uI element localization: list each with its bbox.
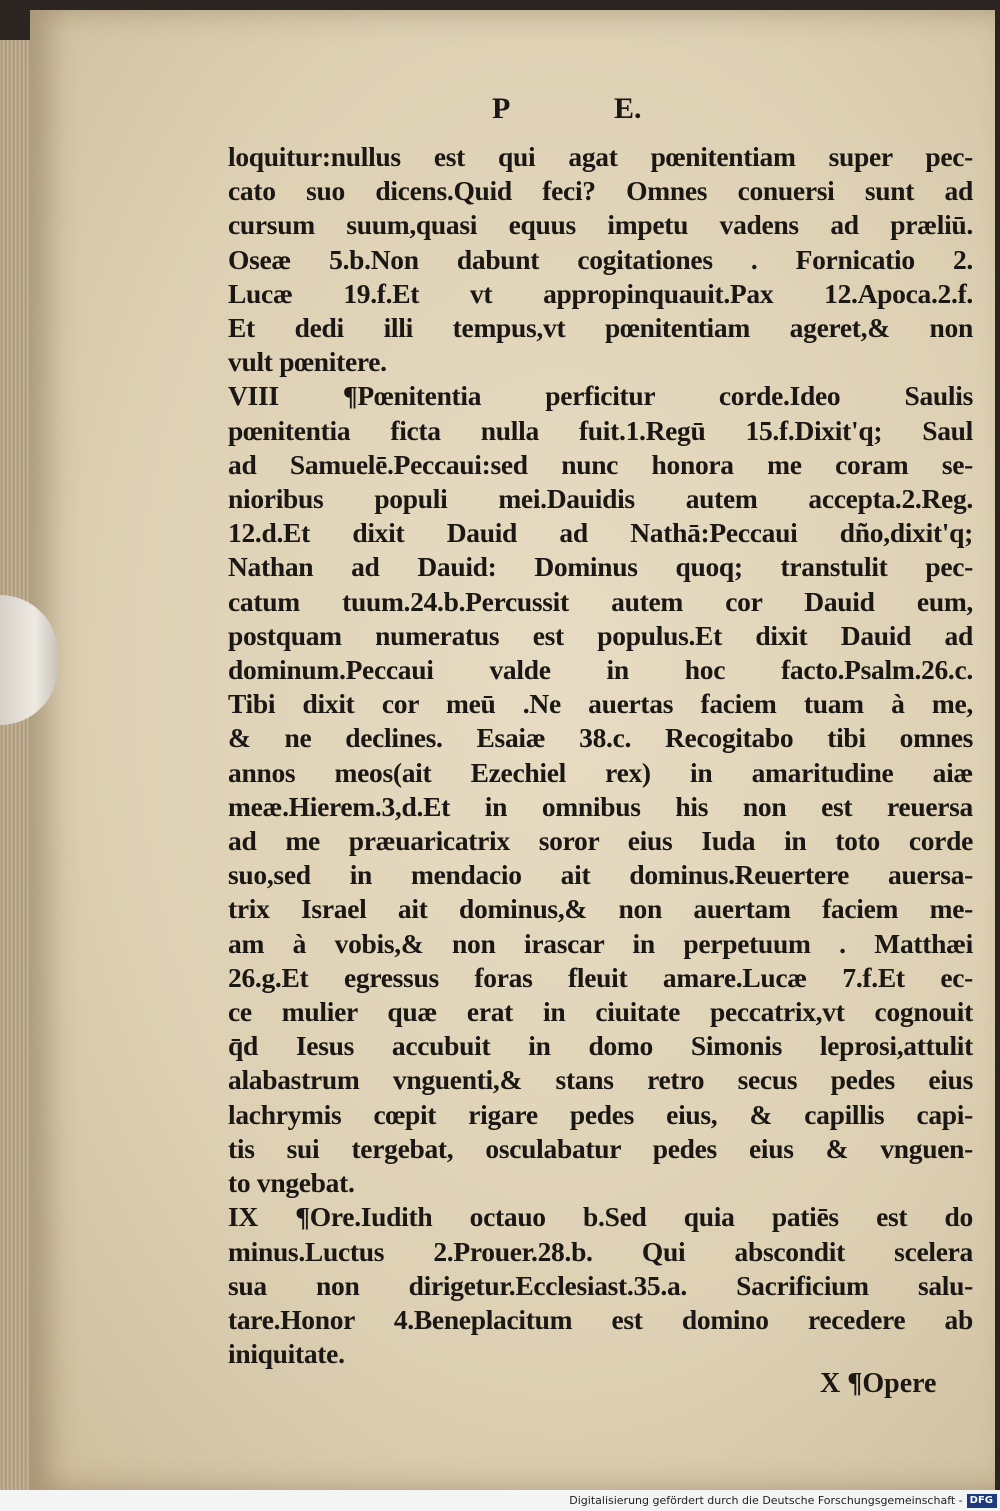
running-header: [30, 92, 995, 132]
text-line: Nathan ad Dauid: Dominus quoq; transtulit pec-: [228, 551, 973, 583]
text-line: IX ¶Ore.Iudith octauo b.Sed quia patiēs est do: [228, 1201, 973, 1233]
header-right-letter: E.: [614, 92, 642, 125]
text-line: Et dedi illi tempus,vt pœnitentiam ageret,& non: [228, 312, 973, 344]
text-line: ad Samuelē.Peccaui:sed nunc honora me coram se-: [228, 448, 973, 480]
text-line: Lucæ 19.f.Et vt appropinquauit.Pax 12.Apoca.2.f.: [228, 277, 973, 309]
text-line: 26.g.Et egressus foras fleuit amare.Lucæ 7.f.Et ec-: [228, 961, 973, 993]
body-text: [228, 140, 973, 1371]
text-line: cato suo dicens.Quid feci? Omnes conuersi sunt ad: [228, 175, 973, 207]
text-line: & ne declines. Esaiæ 38.c. Recogitabo tibi omnes: [228, 722, 973, 754]
text-line: meæ.Hierem.3,d.Et in omnibus his non est reuersa: [228, 790, 973, 822]
text-line: am à vobis,& non irascar in perpetuum . Matthæi: [228, 927, 973, 959]
text-line: tis sui tergebat, osculabatur pedes eius & vnguen-: [228, 1132, 973, 1164]
text-line: alabastrum vnguenti,& stans retro secus pedes eius: [228, 1064, 973, 1096]
header-left-letter: P: [492, 92, 511, 125]
text-line: sua non dirigetur.Ecclesiast.35.a. Sacrificium salu-: [228, 1269, 973, 1301]
text-line: Oseæ 5.b.Non dabunt cogitationes . Fornicatio 2.: [228, 243, 973, 275]
text-line: to vngebat.: [228, 1167, 355, 1199]
text-line: pœnitentia ficta nulla fuit.1.Regū 15.f.Dixit'q; Saul: [228, 414, 973, 446]
text-line: Tibi dixit cor meū .Ne auertas faciem tuam à me,: [228, 688, 973, 720]
text-line: ce mulier quæ erat in ciuitate peccatrix,vt cognouit: [228, 996, 973, 1028]
text-line: loquitur:nullus est qui agat pœnitentiam super pec-: [228, 141, 973, 172]
text-line: VIII ¶Pœnitentia perficitur corde.Ideo Saulis: [228, 380, 973, 412]
dfg-logo: DFG: [967, 1494, 997, 1508]
text-line: ad me præuaricatrix soror eius Iuda in toto corde: [228, 825, 973, 857]
text-line: dominum.Peccaui valde in hoc facto.Psalm.26.c.: [228, 654, 973, 686]
text-line: annos meos(ait Ezechiel rex) in amaritudine aiæ: [228, 756, 973, 788]
text-line: catum tuum.24.b.Percussit autem cor Dauid eum,: [228, 585, 973, 617]
text-line: trix Israel ait dominus,& non auertam faciem me-: [228, 893, 973, 925]
text-line: postquam numeratus est populus.Et dixit Dauid ad: [228, 619, 973, 651]
footer-text: Digitalisierung gefördert durch die Deutsche Forschungsgemeinschaft -: [569, 1494, 963, 1507]
text-line: cursum suum,quasi equus impetu vadens ad præliū.: [228, 209, 973, 241]
text-line: tare.Honor 4.Beneplacitum est domino recedere ab: [228, 1303, 973, 1335]
digitization-footer: [0, 1490, 1000, 1511]
text-line: 12.d.Et dixit Dauid ad Nathā:Peccaui dño,dixit'q;: [228, 517, 973, 549]
book-page: [30, 10, 995, 1490]
catchword: X ¶Opere: [820, 1368, 937, 1399]
text-line: q̄d Iesus accubuit in domo Simonis leprosi,attulit: [228, 1030, 973, 1062]
text-line: iniquitate.: [228, 1338, 345, 1370]
text-line: minus.Luctus 2.Prouer.28.b. Qui abscondit scelera: [228, 1235, 973, 1267]
text-line: nioribus populi mei.Dauidis autem accepta.2.Reg.: [228, 483, 973, 515]
text-line: vult pœnitere.: [228, 346, 387, 378]
text-line: lachrymis cœpit rigare pedes eius, & capillis capi-: [228, 1098, 973, 1130]
text-line: suo,sed in mendacio ait dominus.Reuertere auersa-: [228, 859, 973, 891]
